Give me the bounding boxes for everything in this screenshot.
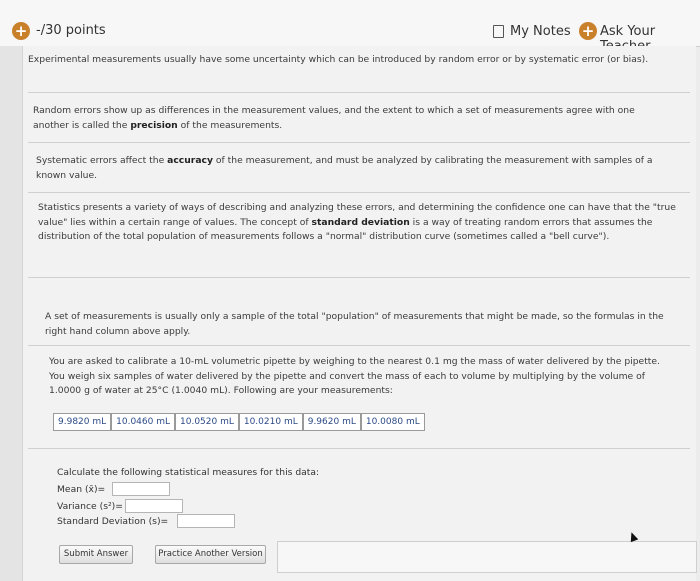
standard-deviation-term: standard deviation: [311, 216, 410, 228]
measurement-cell: 10.0080 mL: [362, 414, 424, 430]
divider: [28, 92, 690, 93]
notes-icon[interactable]: [493, 25, 504, 38]
variance-label: Variance (s²)=: [57, 501, 123, 512]
measurement-cell: 10.0210 mL: [240, 414, 304, 430]
calculate-instructions: Calculate the following statistical measures for this data:: [57, 467, 320, 478]
plus-icon[interactable]: +: [12, 22, 30, 40]
divider: [28, 448, 690, 449]
divider: [28, 142, 690, 143]
mean-label: Mean (x̄)=: [57, 484, 106, 495]
systematic-errors-paragraph: [36, 154, 676, 183]
paragraph-text: is a way of treating random errors that assumes the distribution of the total population of measurements follows a "normal" distribution curve (sometimes called a "bell curve").: [38, 216, 653, 242]
top-bar: [0, 0, 700, 47]
divider: [28, 192, 690, 193]
left-margin: [0, 46, 22, 581]
statistics-paragraph: [38, 201, 678, 245]
measurement-cell: 9.9820 mL: [54, 414, 112, 430]
precision-term: precision: [130, 119, 178, 131]
measurement-cell: 9.9620 mL: [304, 414, 362, 430]
submit-answer-button[interactable]: Submit Answer: [59, 545, 133, 564]
problem-paragraph: You are asked to calibrate a 10-mL volumetric pipette by weighing to the nearest 0.1 mg the mass of water delivered by the pipette. You weigh six samples of water delivered by the pipette and convert the mass of each to volume by multiplying by the volume of 1.0000 g of water at 25°C (1.0040 mL). Following are your measurements:: [49, 356, 660, 396]
paragraph-text: Random errors show up as differences in the measurement values, and the extent to which a set of measurements agree with one another is called the: [33, 105, 635, 131]
measurement-cell: 10.0460 mL: [112, 414, 176, 430]
random-errors-paragraph: [33, 104, 673, 133]
points-label: -/30 points: [36, 23, 106, 38]
divider: [28, 345, 690, 346]
paragraph-text: of the measurement, and must be analyzed by calibrating the measurement with samples of a known value.: [36, 155, 653, 181]
my-notes-link[interactable]: My Notes: [510, 24, 571, 39]
accuracy-term: accuracy: [167, 155, 213, 166]
variance-input[interactable]: [125, 499, 183, 513]
paragraph-text: of the measurements.: [177, 119, 283, 131]
divider: [28, 277, 690, 278]
ask-teacher-link[interactable]: Ask Your: [600, 24, 656, 39]
sample-paragraph: A set of measurements is usually only a sample of the total "population" of measurements that might be made, so the formulas in the right hand column above apply.: [45, 311, 664, 337]
measurements-table: [53, 413, 425, 431]
mean-input[interactable]: [112, 482, 170, 496]
intro-paragraph: Experimental measurements usually have some uncertainty which can be introduced by random error or by systematic error (or bias).: [28, 54, 649, 65]
paragraph-text: Systematic errors affect the: [36, 155, 168, 166]
stdev-label: Standard Deviation (s)=: [57, 516, 169, 527]
measurement-cell: 10.0520 mL: [176, 414, 240, 430]
ask-teacher-plus-icon[interactable]: +: [579, 22, 597, 40]
stdev-input[interactable]: [177, 514, 235, 528]
feedback-area: [277, 541, 697, 573]
paragraph-text: Statistics presents a variety of ways of describing and analyzing these errors, and determining the confidence one can have that the "true value" lies within a certain range of values. The concept of: [38, 202, 676, 228]
practice-another-version-button[interactable]: Practice Another Version: [155, 545, 266, 564]
